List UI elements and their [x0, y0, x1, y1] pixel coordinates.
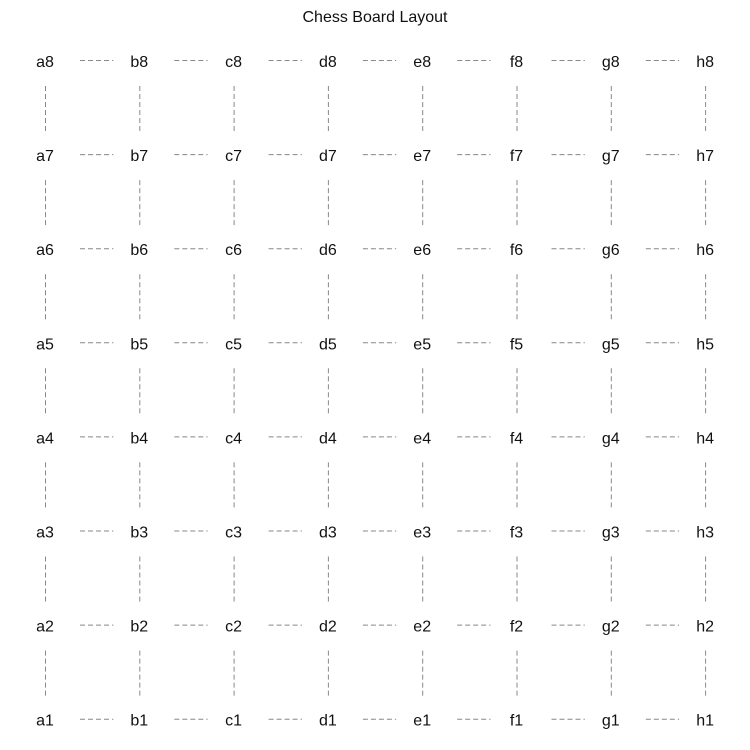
- square-a4: a4: [36, 430, 54, 448]
- square-c6: c6: [225, 242, 243, 260]
- square-c2: c2: [225, 618, 243, 636]
- square-a1: a1: [36, 712, 54, 730]
- square-f4: f4: [509, 430, 524, 448]
- square-f2: f2: [509, 618, 524, 636]
- square-g6: g6: [601, 242, 620, 260]
- square-b2: b2: [130, 618, 149, 636]
- square-d7: d7: [319, 148, 337, 166]
- square-f8: f8: [509, 54, 524, 71]
- square-h8: h8: [696, 54, 714, 71]
- square-c8: c8: [225, 54, 243, 71]
- square-e8: e8: [413, 54, 432, 71]
- square-f1: f1: [509, 712, 524, 730]
- square-h7: h7: [696, 148, 714, 166]
- square-d6: d6: [319, 242, 337, 260]
- square-f5: f5: [509, 336, 524, 354]
- square-e1: e1: [413, 712, 432, 730]
- square-a8: a8: [36, 54, 54, 71]
- square-d4: d4: [319, 430, 337, 448]
- square-a7: a7: [36, 148, 54, 166]
- square-labels: [36, 54, 714, 730]
- square-e7: e7: [413, 148, 432, 166]
- square-e3: e3: [413, 524, 432, 542]
- square-f3: f3: [509, 524, 524, 542]
- square-g3: g3: [601, 524, 620, 542]
- square-a6: a6: [36, 242, 54, 260]
- square-b3: b3: [130, 524, 149, 542]
- square-a2: a2: [36, 618, 54, 636]
- square-g2: g2: [601, 618, 620, 636]
- square-c4: c4: [225, 430, 243, 448]
- square-b8: b8: [130, 54, 149, 71]
- square-d2: d2: [319, 618, 337, 636]
- square-e5: e5: [413, 336, 432, 354]
- square-c1: c1: [225, 712, 243, 730]
- diagram-title: Chess Board Layout: [302, 9, 448, 26]
- square-b4: b4: [130, 430, 149, 448]
- square-c3: c3: [225, 524, 243, 542]
- square-h3: h3: [696, 524, 714, 542]
- square-g7: g7: [601, 148, 620, 166]
- square-h4: h4: [696, 430, 714, 448]
- square-d5: d5: [319, 336, 337, 354]
- square-h1: h1: [696, 712, 714, 730]
- square-b7: b7: [130, 148, 149, 166]
- square-e2: e2: [413, 618, 432, 636]
- square-a5: a5: [36, 336, 54, 354]
- square-e6: e6: [413, 242, 432, 260]
- square-h6: h6: [696, 242, 714, 260]
- square-g5: g5: [601, 336, 620, 354]
- square-g4: g4: [601, 430, 620, 448]
- square-d1: d1: [319, 712, 337, 730]
- square-f7: f7: [509, 148, 524, 166]
- square-b6: b6: [130, 242, 149, 260]
- square-h5: h5: [696, 336, 714, 354]
- square-h2: h2: [696, 618, 714, 636]
- square-a3: a3: [36, 524, 54, 542]
- square-b1: b1: [130, 712, 149, 730]
- square-g8: g8: [601, 54, 620, 71]
- square-d8: d8: [319, 54, 337, 71]
- square-c7: c7: [225, 148, 243, 166]
- square-c5: c5: [225, 336, 243, 354]
- square-g1: g1: [601, 712, 620, 730]
- square-e4: e4: [413, 430, 432, 448]
- square-b5: b5: [130, 336, 149, 354]
- square-d3: d3: [319, 524, 337, 542]
- square-f6: f6: [509, 242, 524, 260]
